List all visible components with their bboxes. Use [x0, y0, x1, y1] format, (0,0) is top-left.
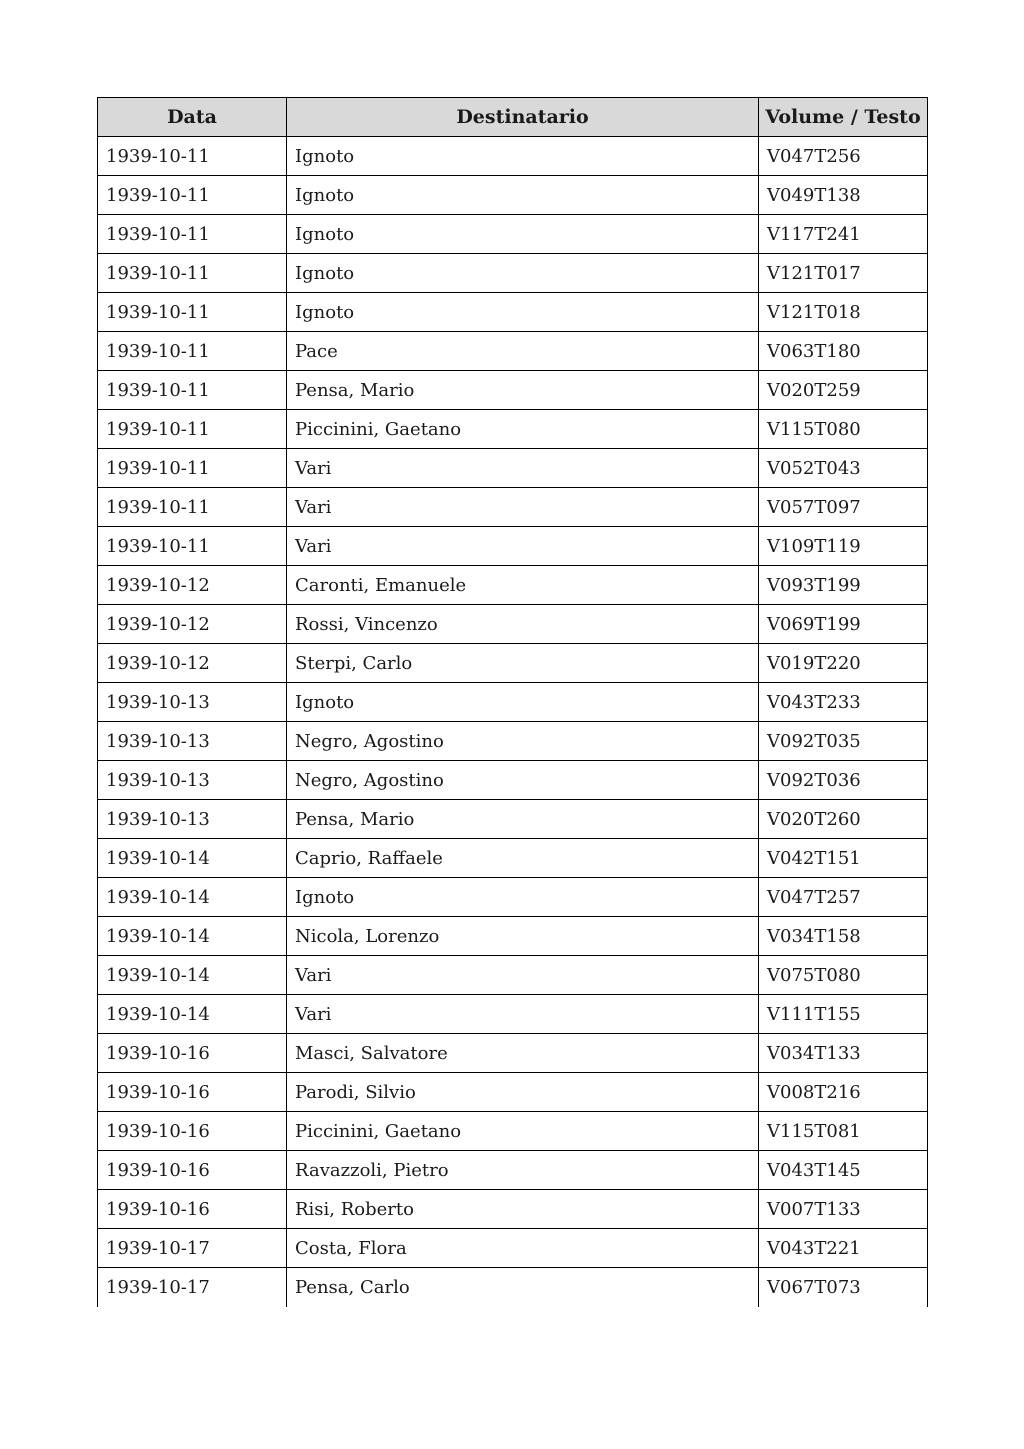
cell-recipient: Ignoto	[287, 137, 759, 176]
cell-date: 1939-10-11	[98, 332, 287, 371]
cell-recipient: Caronti, Emanuele	[287, 566, 759, 605]
table-row	[98, 839, 928, 878]
cell-date: 1939-10-11	[98, 527, 287, 566]
cell-recipient: Vari	[287, 488, 759, 527]
table-row	[98, 605, 928, 644]
cell-recipient: Pensa, Mario	[287, 371, 759, 410]
cell-recipient: Piccinini, Gaetano	[287, 1112, 759, 1151]
table-row	[98, 1190, 928, 1229]
cell-date: 1939-10-17	[98, 1268, 287, 1307]
table-row	[98, 878, 928, 917]
cell-date: 1939-10-12	[98, 566, 287, 605]
cell-date: 1939-10-14	[98, 839, 287, 878]
cell-volume-text: V020T260	[759, 800, 928, 839]
header-volume-testo: Volume / Testo	[759, 98, 928, 137]
cell-volume-text: V115T080	[759, 410, 928, 449]
cell-volume-text: V092T035	[759, 722, 928, 761]
table-row	[98, 176, 928, 215]
cell-recipient: Pensa, Mario	[287, 800, 759, 839]
cell-recipient: Piccinini, Gaetano	[287, 410, 759, 449]
cell-date: 1939-10-14	[98, 956, 287, 995]
letters-table	[97, 97, 928, 1307]
cell-volume-text: V019T220	[759, 644, 928, 683]
cell-volume-text: V063T180	[759, 332, 928, 371]
table-row	[98, 1151, 928, 1190]
cell-date: 1939-10-11	[98, 254, 287, 293]
table-row	[98, 293, 928, 332]
cell-recipient: Costa, Flora	[287, 1229, 759, 1268]
cell-volume-text: V109T119	[759, 527, 928, 566]
table-row	[98, 995, 928, 1034]
cell-volume-text: V111T155	[759, 995, 928, 1034]
table-row	[98, 254, 928, 293]
cell-recipient: Vari	[287, 527, 759, 566]
cell-date: 1939-10-12	[98, 644, 287, 683]
header-destinatario: Destinatario	[287, 98, 759, 137]
cell-date: 1939-10-13	[98, 722, 287, 761]
cell-volume-text: V092T036	[759, 761, 928, 800]
cell-date: 1939-10-16	[98, 1034, 287, 1073]
cell-recipient: Negro, Agostino	[287, 761, 759, 800]
cell-volume-text: V047T257	[759, 878, 928, 917]
letters-table-container	[97, 97, 927, 1307]
table-row	[98, 527, 928, 566]
cell-recipient: Ravazzoli, Pietro	[287, 1151, 759, 1190]
cell-date: 1939-10-17	[98, 1229, 287, 1268]
cell-volume-text: V093T199	[759, 566, 928, 605]
cell-recipient: Pensa, Carlo	[287, 1268, 759, 1307]
cell-date: 1939-10-11	[98, 410, 287, 449]
table-row	[98, 1229, 928, 1268]
cell-volume-text: V034T158	[759, 917, 928, 956]
cell-volume-text: V042T151	[759, 839, 928, 878]
cell-volume-text: V121T018	[759, 293, 928, 332]
table-body	[98, 137, 928, 1307]
cell-volume-text: V075T080	[759, 956, 928, 995]
table-row	[98, 566, 928, 605]
cell-volume-text: V067T073	[759, 1268, 928, 1307]
cell-volume-text: V008T216	[759, 1073, 928, 1112]
cell-volume-text: V043T221	[759, 1229, 928, 1268]
cell-recipient: Ignoto	[287, 215, 759, 254]
cell-volume-text: V117T241	[759, 215, 928, 254]
cell-recipient: Parodi, Silvio	[287, 1073, 759, 1112]
cell-date: 1939-10-11	[98, 488, 287, 527]
cell-date: 1939-10-14	[98, 917, 287, 956]
cell-volume-text: V047T256	[759, 137, 928, 176]
cell-date: 1939-10-16	[98, 1112, 287, 1151]
table-row	[98, 761, 928, 800]
cell-date: 1939-10-14	[98, 995, 287, 1034]
cell-recipient: Ignoto	[287, 878, 759, 917]
cell-date: 1939-10-16	[98, 1073, 287, 1112]
cell-volume-text: V069T199	[759, 605, 928, 644]
cell-date: 1939-10-14	[98, 878, 287, 917]
table-row	[98, 1268, 928, 1307]
cell-recipient: Nicola, Lorenzo	[287, 917, 759, 956]
table-row	[98, 137, 928, 176]
cell-date: 1939-10-11	[98, 449, 287, 488]
table-row	[98, 1034, 928, 1073]
cell-recipient: Ignoto	[287, 683, 759, 722]
cell-volume-text: V057T097	[759, 488, 928, 527]
table-row	[98, 800, 928, 839]
cell-recipient: Rossi, Vincenzo	[287, 605, 759, 644]
cell-volume-text: V043T145	[759, 1151, 928, 1190]
table-row	[98, 917, 928, 956]
table-row	[98, 683, 928, 722]
cell-recipient: Risi, Roberto	[287, 1190, 759, 1229]
table-row	[98, 371, 928, 410]
table-row	[98, 449, 928, 488]
cell-date: 1939-10-11	[98, 215, 287, 254]
cell-volume-text: V052T043	[759, 449, 928, 488]
table-row	[98, 1073, 928, 1112]
cell-date: 1939-10-12	[98, 605, 287, 644]
table-row	[98, 956, 928, 995]
cell-volume-text: V007T133	[759, 1190, 928, 1229]
cell-volume-text: V115T081	[759, 1112, 928, 1151]
table-row	[98, 488, 928, 527]
cell-date: 1939-10-13	[98, 761, 287, 800]
cell-volume-text: V034T133	[759, 1034, 928, 1073]
cell-recipient: Vari	[287, 449, 759, 488]
header-data: Data	[98, 98, 287, 137]
cell-volume-text: V121T017	[759, 254, 928, 293]
cell-date: 1939-10-13	[98, 683, 287, 722]
cell-volume-text: V049T138	[759, 176, 928, 215]
cell-recipient: Sterpi, Carlo	[287, 644, 759, 683]
cell-volume-text: V020T259	[759, 371, 928, 410]
table-row	[98, 722, 928, 761]
cell-recipient: Vari	[287, 956, 759, 995]
cell-recipient: Vari	[287, 995, 759, 1034]
cell-date: 1939-10-13	[98, 800, 287, 839]
cell-recipient: Ignoto	[287, 293, 759, 332]
cell-recipient: Caprio, Raffaele	[287, 839, 759, 878]
cell-date: 1939-10-11	[98, 371, 287, 410]
cell-date: 1939-10-11	[98, 293, 287, 332]
cell-volume-text: V043T233	[759, 683, 928, 722]
cell-date: 1939-10-11	[98, 137, 287, 176]
cell-date: 1939-10-11	[98, 176, 287, 215]
table-row	[98, 1112, 928, 1151]
table-row	[98, 332, 928, 371]
table-row	[98, 215, 928, 254]
cell-recipient: Negro, Agostino	[287, 722, 759, 761]
table-header-row	[98, 98, 928, 137]
cell-recipient: Ignoto	[287, 176, 759, 215]
table-row	[98, 410, 928, 449]
cell-date: 1939-10-16	[98, 1190, 287, 1229]
cell-date: 1939-10-16	[98, 1151, 287, 1190]
cell-recipient: Masci, Salvatore	[287, 1034, 759, 1073]
cell-recipient: Ignoto	[287, 254, 759, 293]
cell-recipient: Pace	[287, 332, 759, 371]
table-row	[98, 644, 928, 683]
